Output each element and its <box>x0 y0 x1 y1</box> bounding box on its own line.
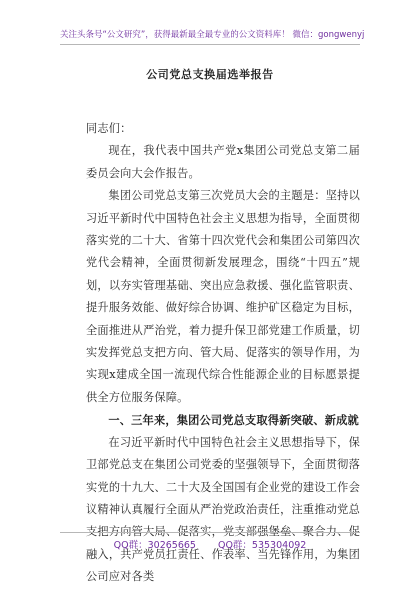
document-title: 公司党总支换届选举报告 <box>146 68 274 81</box>
body-paragraph: 现在，我代表中国共产党x集团公司党总支第二届委员会向大会作报告。 <box>86 144 360 180</box>
footer-note <box>60 537 360 551</box>
salutation: 同志们： <box>86 122 132 135</box>
qq-group-1: QQ群：30265665 <box>113 540 196 551</box>
body-paragraph: 在习近平新时代中国特色社会主义思想指导下，保卫部党总支在集团公司党委的坚强领导下，全面贯彻落实党的十九大、二十大及全国国有企业党的建设工作会议精神认真履行全面从严治党政治责任，注重推动党总支把方向管大局、促落实，党支部强堡垒、聚合力、促融入，共产党员扛责任、作表率、当先锋作用，为集团公司应对各类 <box>86 435 360 584</box>
body-paragraph: 集团公司党总支第三次党员大会的主题是：坚持以习近平新时代中国特色社会主义思想为指导，全面贯彻落实党的二十大、省第十四次党代会和集团公司第四次党代会精神，全面贯彻新发展理念，围绕“十四五”规划，以夯实管理基础、突出应急救援、强化监管职责、提升服务效能、做好综合协调、维护矿区稳定为目标，全面推进从严治党，着力提升保卫部党建工作质量，切实发挥党总支把方向、管大局、促落实的领导作用，为实现x建成全国一流现代综合性能源企业的目标愿景提供全方位服务保障。 <box>86 189 360 404</box>
header-note: 关注头条号“公文研究”，获得最新最全最专业的公文资料库！ 微信：gongwenyj <box>60 30 365 40</box>
header-divider <box>60 44 360 45</box>
qq-group-2: QQ群：535304092 <box>217 540 307 551</box>
footer-divider <box>60 532 360 533</box>
document-body <box>86 118 360 589</box>
section-heading: 一、三年来，集团公司党总支取得新突破、新成就 <box>108 413 359 428</box>
